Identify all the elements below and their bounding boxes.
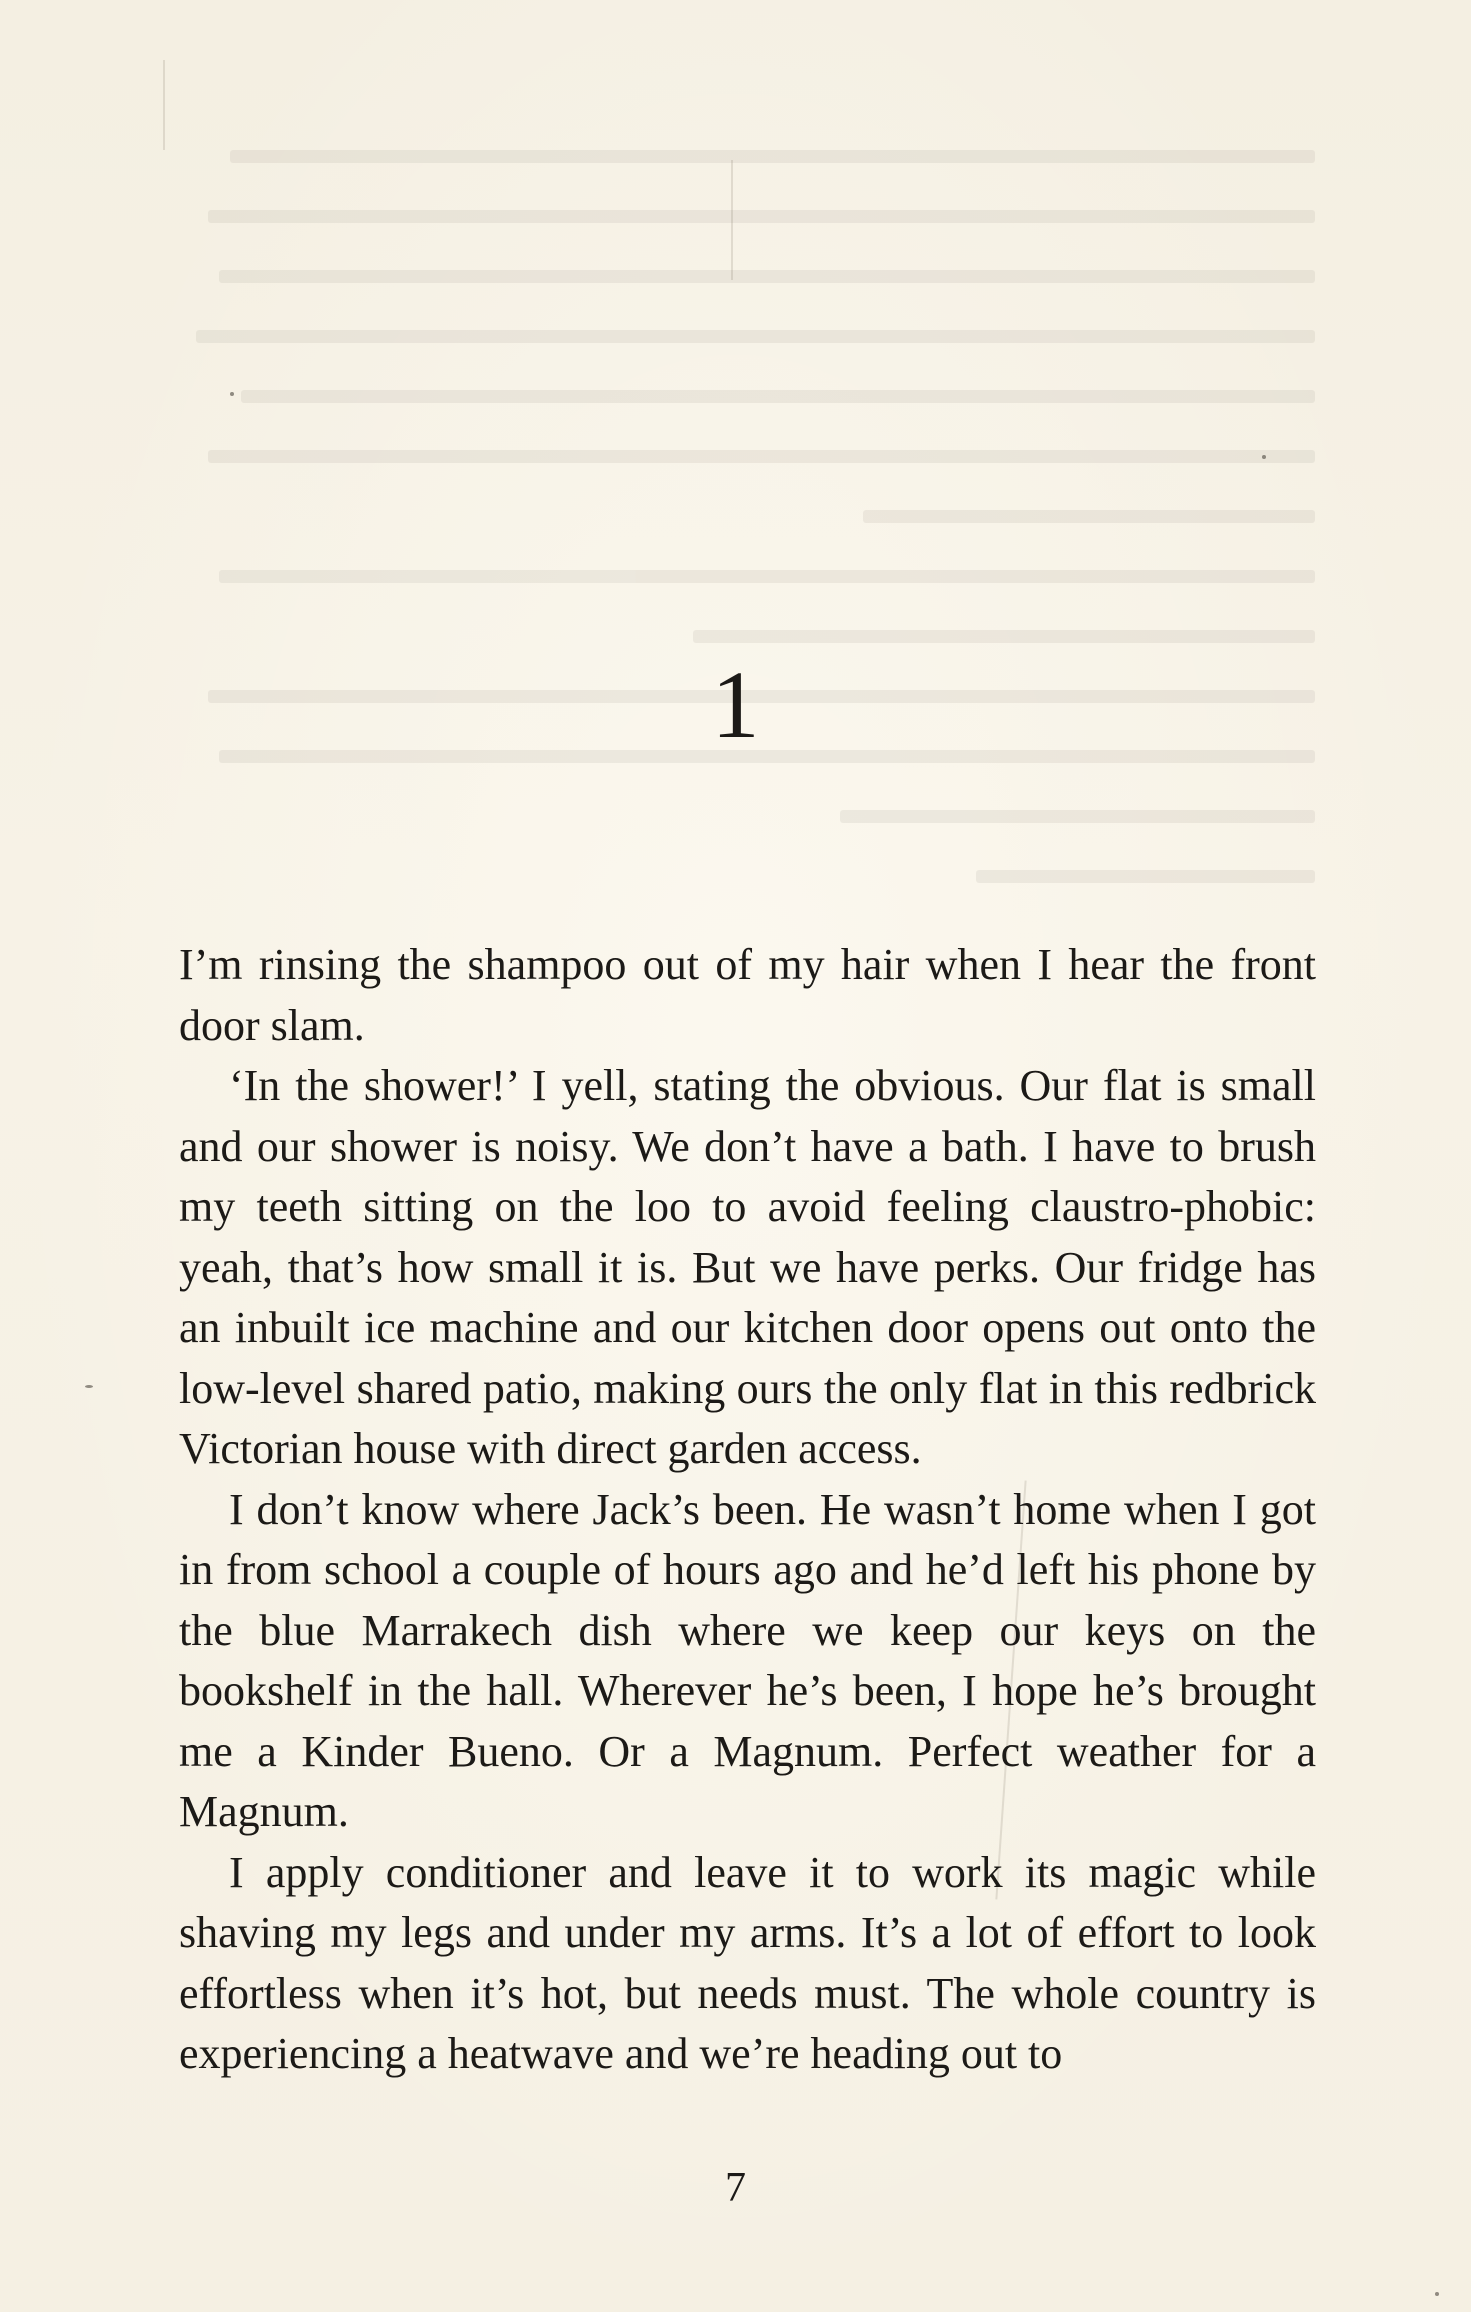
paper-crease <box>163 60 165 150</box>
paragraph: I’m rinsing the shampoo out of my hair when I hear the front door slam. <box>179 940 1316 1050</box>
paragraph: I don’t know where Jack’s been. He wasn’t home when I got in from school a couple of hours ago and he’d left his phone by the blue Marrakech dish where we keep our keys on the bookshelf in the hall. Wherever he’s been, I hope he’s brought me a Kinder Bueno. Or a Magnum. Perfect weather for a Magnum. <box>179 1484 1316 1836</box>
chapter-body <box>179 935 1316 2085</box>
paper-speck <box>85 1385 93 1388</box>
paragraph: ‘In the shower!’ I yell, stating the obvious. Our flat is small and our shower is noisy. We don’t have a bath. I have to brush my teeth sitting on the loo to avoid feeling claustro-phobic: yeah, that’s how small it is. But we have perks. Our fridge has an inbuilt ice machine and our kitchen door opens out onto the low-level shared patio, making ours the only flat in this redbrick Victorian house with direct garden access. <box>179 1061 1316 1473</box>
paper-speck <box>230 392 234 396</box>
paper-speck <box>1262 455 1266 459</box>
paper-speck <box>1435 2292 1439 2296</box>
paper-crease <box>731 160 733 280</box>
page-number: 7 <box>725 2165 746 2211</box>
paragraph: I apply conditioner and leave it to work its magic while shaving my legs and under my arms. It’s a lot of effort to look effortless when it’s hot, but needs must. The whole country is experiencing a heatwave and we’re heading out to <box>179 1847 1316 2078</box>
show-through-texture <box>185 150 1315 930</box>
chapter-number: 1 <box>711 651 760 758</box>
